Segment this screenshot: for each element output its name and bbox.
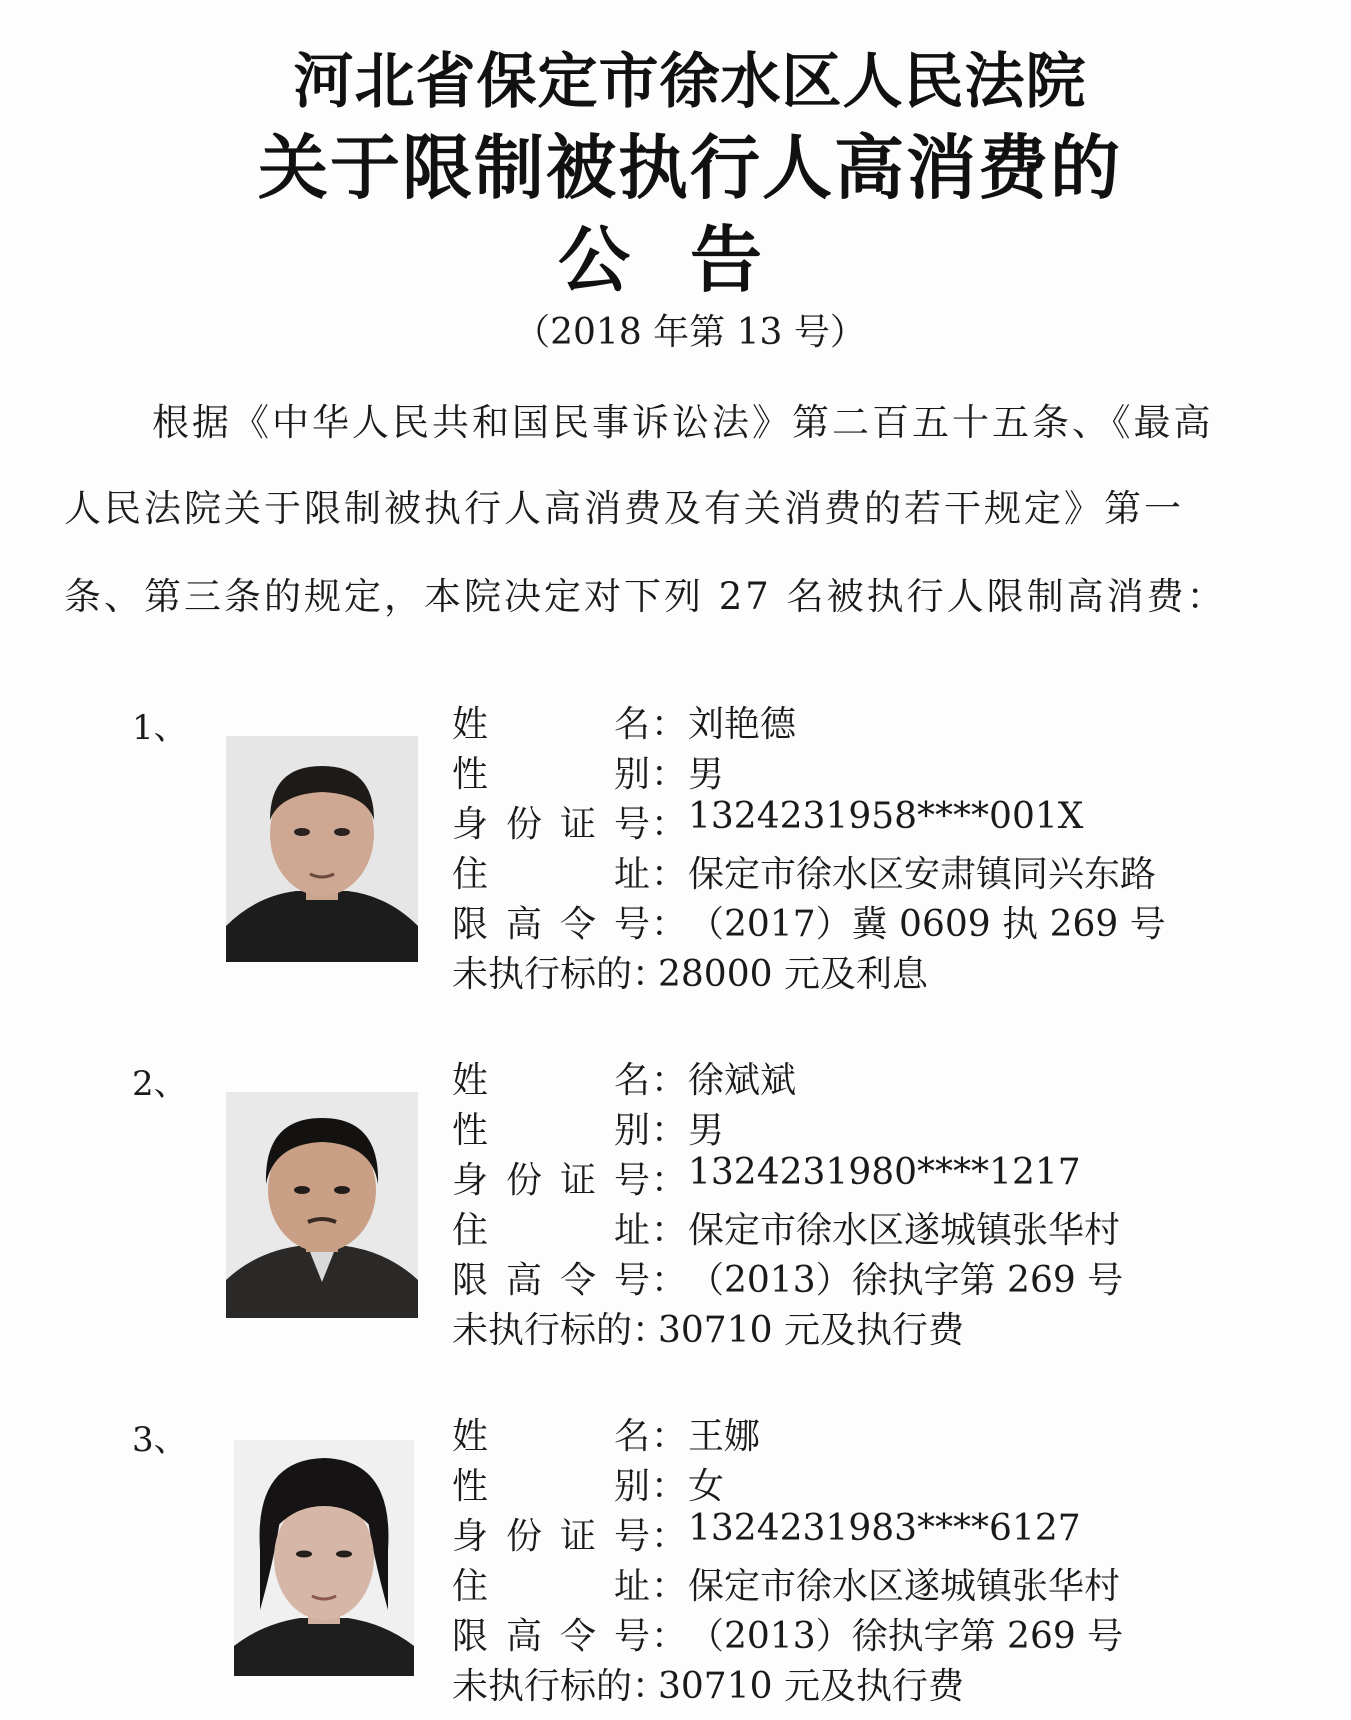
paragraph-line-3: 条、第三条的规定，本院决定对下列 27 名被执行人限制高消费：	[64, 575, 1227, 618]
field-name: 姓名：王娜	[452, 1408, 760, 1458]
field-order-number: 限高令号：（2017）冀 0609 执 269 号	[452, 896, 1166, 946]
field-id-number: 身份证号：1324231980****1217	[452, 1152, 1081, 1201]
order-number-value: （2013）徐执字第 269 号	[688, 1616, 1124, 1657]
notice-heading: 公告	[557, 218, 822, 302]
person-photo	[226, 1092, 418, 1318]
field-name: 姓名：徐斌斌	[452, 1052, 796, 1102]
field-unexecuted: 未执行标的：30710 元及执行费	[452, 1302, 964, 1352]
notice-subject-title: 关于限制被执行人高消费的	[258, 127, 1122, 209]
entry-number: 3、	[132, 1420, 188, 1460]
unexecuted-value: 30710 元及执行费	[658, 1666, 964, 1707]
field-id-number: 身份证号：1324231958****001X	[452, 796, 1084, 845]
gender-value: 女	[688, 1466, 725, 1507]
name-value: 王娜	[688, 1416, 761, 1457]
address-value: 保定市徐水区安肃镇同兴东路	[688, 854, 1157, 895]
field-address: 住址：保定市徐水区遂城镇张华村	[452, 1558, 1120, 1608]
address-value: 保定市徐水区遂城镇张华村	[688, 1210, 1121, 1251]
field-unexecuted: 未执行标的：28000 元及利息	[452, 946, 928, 996]
id-number-value: 1324231983****6127	[688, 1508, 1081, 1549]
entry-number: 1、	[132, 708, 188, 748]
field-id-number: 身份证号：1324231983****6127	[452, 1508, 1081, 1557]
field-gender: 性别：女	[452, 1458, 724, 1508]
notice-number: （2018 年第 13 号）	[514, 312, 866, 353]
field-unexecuted: 未执行标的：30710 元及执行费	[452, 1658, 964, 1708]
gender-value: 男	[688, 1110, 725, 1151]
paragraph-line-1: 根据《中华人民共和国民事诉讼法》第二百五十五条、《最高	[152, 401, 1214, 444]
field-gender: 性别：男	[452, 1102, 724, 1152]
name-value: 刘艳德	[688, 704, 797, 745]
field-order-number: 限高令号：（2013）徐执字第 269 号	[452, 1252, 1123, 1302]
gender-value: 男	[688, 754, 725, 795]
id-number-value: 1324231980****1217	[688, 1152, 1081, 1193]
name-value: 徐斌斌	[688, 1060, 797, 1101]
paragraph-line-2: 人民法院关于限制被执行人高消费及有关消费的若干规定》第一	[64, 487, 1184, 530]
field-gender: 性别：男	[452, 746, 724, 796]
field-address: 住址：保定市徐水区安肃镇同兴东路	[452, 846, 1156, 896]
field-name: 姓名：刘艳德	[452, 696, 796, 746]
entry-number: 2、	[132, 1064, 188, 1104]
person-photo	[226, 736, 418, 962]
address-value: 保定市徐水区遂城镇张华村	[688, 1566, 1121, 1607]
unexecuted-value: 30710 元及执行费	[658, 1310, 964, 1351]
field-address: 住址：保定市徐水区遂城镇张华村	[452, 1202, 1120, 1252]
order-number-value: （2013）徐执字第 269 号	[688, 1260, 1124, 1301]
person-photo	[234, 1440, 414, 1676]
unexecuted-value: 28000 元及利息	[658, 954, 928, 995]
id-number-value: 1324231958****001X	[688, 796, 1084, 837]
field-order-number: 限高令号：（2013）徐执字第 269 号	[452, 1608, 1123, 1658]
court-name-title: 河北省保定市徐水区人民法院	[293, 47, 1087, 117]
order-number-value: （2017）冀 0609 执 269 号	[688, 904, 1166, 945]
